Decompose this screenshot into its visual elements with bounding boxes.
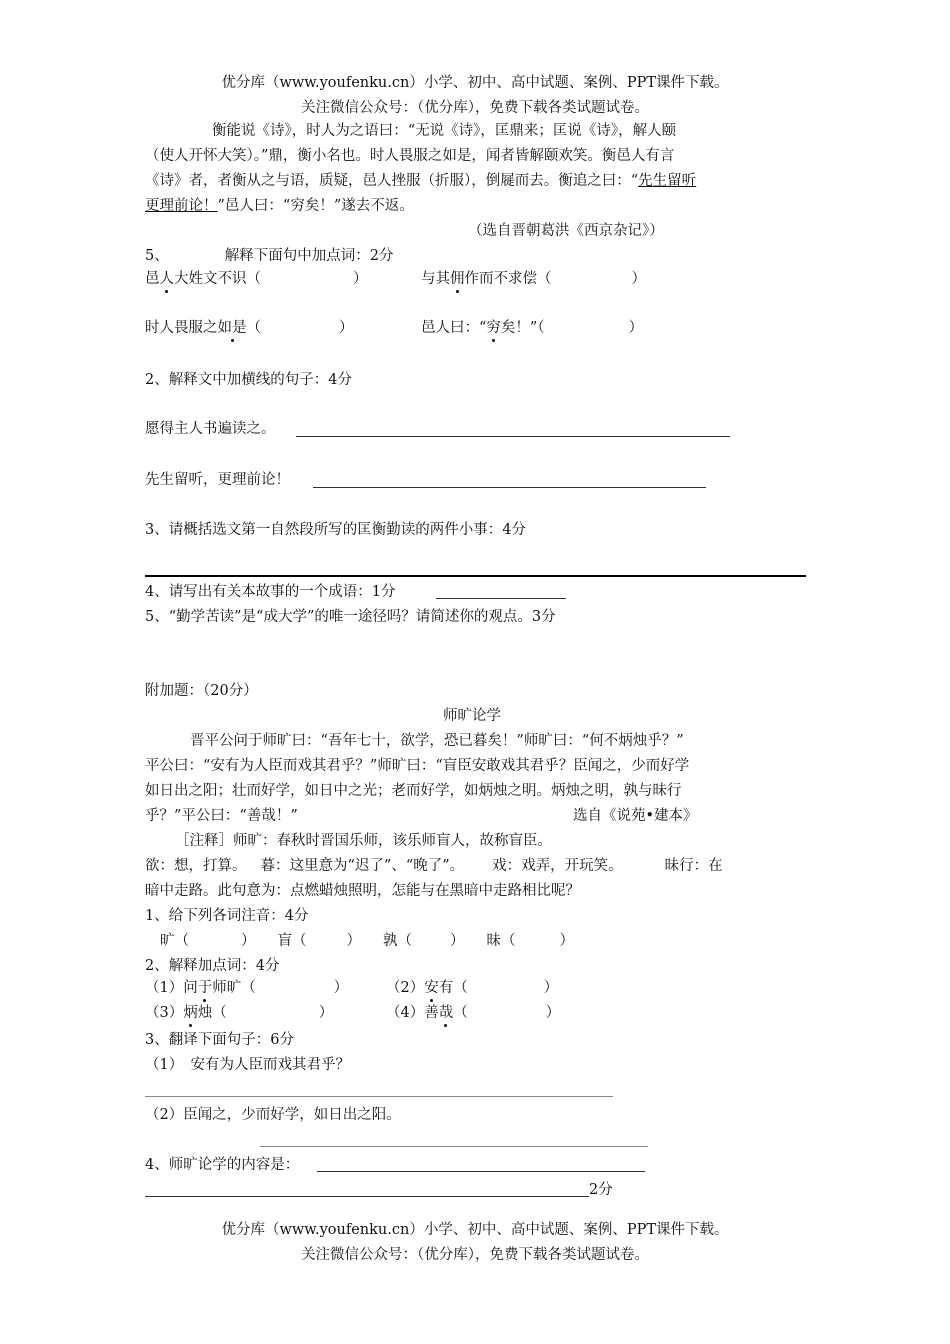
pinyin-word: 旷（ [160,933,189,949]
bracket-close: ） [628,320,644,336]
bracket-close: ） [545,1005,561,1021]
dotted-character: 安 [424,980,439,996]
extra-question-1: 1、给下列各词注音：4分 [145,908,309,924]
translate-sentence-1: 愿得主人书遍读之。 [145,421,276,437]
extra-q2-item-4 [386,1003,560,1023]
section-divider [145,575,806,577]
word-text: （4）善 [386,1005,439,1021]
word-text: （ [453,1005,468,1021]
pinyin-word: 盲（ [277,933,307,949]
pinyin-word: 昧（ [486,933,516,949]
dotted-word-item-2 [421,269,646,289]
passage-line-3 [145,171,696,191]
extra-passage-line-4: 乎？”平公曰：“善哉！” [145,808,298,824]
dotted-character: 穷 [486,320,501,336]
note-item: 昧行：在 [664,858,723,874]
question-number: 5、 [145,248,169,264]
dotted-character: 人 [159,271,174,287]
extra-title: 师旷论学 [443,708,501,724]
note-line-2 [145,856,723,876]
bracket-close: ） [353,271,368,287]
extra-question-2: 2、解释加点词：4分 [145,958,280,974]
extra-q2-item-3 [145,1003,333,1023]
answer-line[interactable] [260,1146,648,1147]
passage-text: ”邑人曰：“穷矣！”遂去不返。 [217,198,414,214]
bracket-close: ） [339,320,354,336]
word-text: 与其 [421,271,450,287]
bracket-close: ） [450,933,465,949]
note-item: 欲：想，打算。 [145,858,247,874]
answer-line[interactable] [145,1096,613,1097]
translate-sentence-2: 先生留听，更理前论！ [145,472,290,488]
answer-line[interactable] [296,436,730,437]
question-3: 3、请概括选文第一自然段所写的匡衡勤读的两件小事：4分 [145,522,526,538]
bracket-close: ） [543,980,559,996]
bracket-close: ） [241,933,256,949]
word-text: 邑 [145,271,160,287]
passage-line-1: 衡能说《诗》，时人为之语曰：“无说《诗》，匡鼎来；匡说《诗》，解人颐 [212,123,677,139]
dotted-character: 佣 [450,271,465,287]
question-5-label [145,246,393,266]
passage-source: （选自晋朝葛洪《西京杂记》） [468,223,664,239]
word-text: 烛（ [197,1005,227,1021]
passage-line-4 [145,196,414,216]
extra-q2-item-1 [145,978,348,998]
bracket-close: ） [333,980,349,996]
dotted-character: 如是 [217,320,247,336]
dotted-character: 于 [197,980,213,996]
word-text: 有（ [438,980,468,996]
extra-q3-sentence-2: （2）臣闻之，少而好学，如日出之阳。 [145,1107,401,1123]
dotted-character: 炳 [183,1005,198,1021]
bracket-close: ） [559,933,574,949]
underlined-sentence-part2: 更理前论！ [145,198,218,214]
question-text: 解释下面句中加点词：2分 [224,248,394,264]
dotted-word-item-4 [421,318,643,338]
word-text: （ [246,320,261,336]
note-line-3: 暗中走路。此句意为：点燃蜡烛照明，怎能与在黑暗中走路相比呢？ [145,883,580,899]
extra-question-4: 4、师旷论学的内容是： [145,1157,300,1173]
pinyin-word: 孰（ [383,933,412,949]
question-4: 4、请写出有关本故事的一个成语：1分 [145,584,396,600]
word-text: 师旷（ [212,980,256,996]
pinyin-items [160,931,574,951]
dotted-character: 哉 [438,1005,454,1021]
extra-q2-item-2 [386,978,558,998]
extra-passage-line-2: 平公曰：“安有为人臣而戏其君乎？”师旷曰：“盲臣安敢戏其君乎？臣闻之，少而好学 [145,758,690,774]
answer-line[interactable] [436,598,566,599]
word-text: 时人畏服之 [145,320,218,336]
bracket-close: ） [318,1005,334,1021]
word-text: （1）问 [145,980,198,996]
word-text: （3） [145,1005,184,1021]
extra-source: 选自《说苑•建本》 [573,808,698,824]
extra-label: 附加题：（20分） [145,683,258,699]
note-line-1: ［注释］师旷：春秋时晋国乐师，该乐师盲人，故称盲臣。 [175,833,552,849]
question-5b: 5、“勤学苦读”是“成大学”的唯一途径吗？请简述你的观点。3分 [145,609,556,625]
extra-q3-sentence-1: （1） 安有为人臣而戏其君乎？ [145,1057,350,1073]
passage-line-2: （使人开怀大笑）。”鼎，衡小名也。时人畏服之如是，闻者皆解颐欢笑。衡邑人有言 [145,148,675,164]
word-text: 作而不求偿（ [464,271,552,287]
word-text: 矣！”（ [500,320,545,336]
question-2: 2、解释文中加横线的句子：4分 [145,372,352,388]
bracket-close: ） [631,271,646,287]
underlined-sentence-part1: 先生留听 [638,173,697,189]
header-line-1: 优分库（www.youfenku.cn）小学、初中、高中试题、案例、PPT课件下载。 [221,75,729,91]
passage-text: 《诗》者，者衡从之与语，质疑，邑人挫服（折服），倒屣而去。衡追之曰：“ [145,173,639,189]
answer-line[interactable] [145,1196,589,1197]
word-text: 邑人曰：“ [421,320,487,336]
extra-q4-score: 2分 [589,1182,613,1198]
word-text: 大姓文不识（ [174,271,261,287]
dotted-word-item-3 [145,318,354,338]
header-line-2: 关注微信公众号：（优分库），免费下载各类试题试卷。 [301,100,649,116]
bracket-close: ） [346,933,361,949]
note-item: 戏：戏弄，开玩笑。 [492,858,623,874]
dotted-word-item-1 [145,269,368,289]
extra-passage-line-1: 晋平公问于师旷曰：“吾年七十，欲学，恐已暮矣！”师旷曰：“何不炳烛乎？” [190,733,684,749]
word-text: （2） [386,980,425,996]
extra-question-3: 3、翻译下面句子：6分 [145,1032,294,1048]
extra-passage-line-3: 如日出之阳；壮而好学，如日中之光；老而好学，如炳烛之明。炳烛之明，孰与昧行 [145,783,682,799]
answer-line[interactable] [313,487,706,488]
answer-line[interactable] [317,1171,645,1172]
footer-line-2: 关注微信公众号：（优分库），免费下载各类试题试卷。 [301,1247,649,1263]
note-item: 暮：这里意为“迟了”、“晚了”。 [260,858,465,874]
footer-line-1: 优分库（www.youfenku.cn）小学、初中、高中试题、案例、PPT课件下载。 [221,1222,729,1238]
